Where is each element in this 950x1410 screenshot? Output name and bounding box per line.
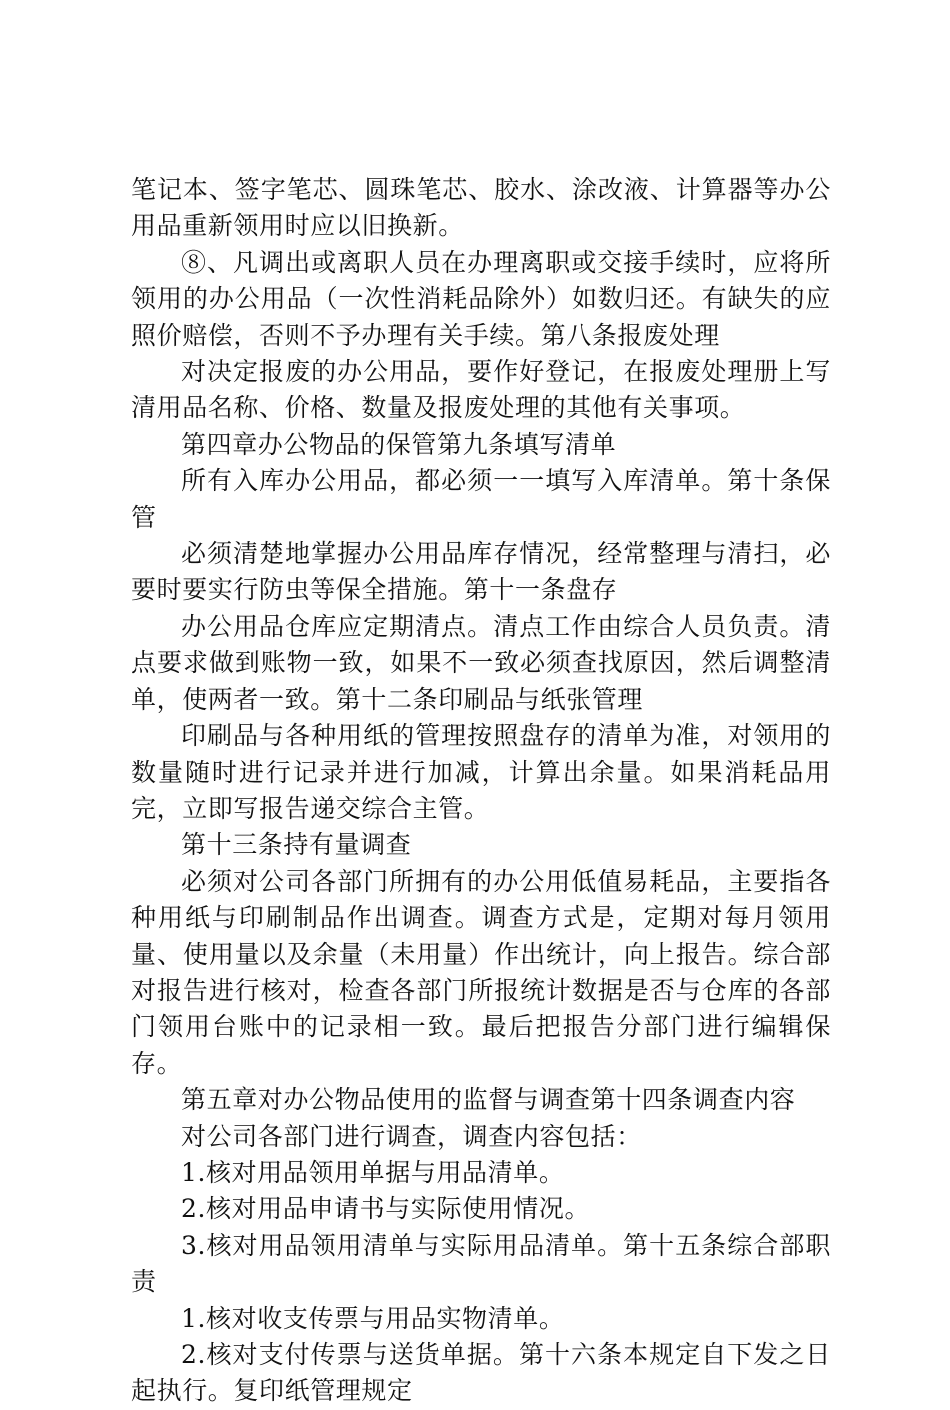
paragraph-1: 笔记本、签字笔芯、圆珠笔芯、胶水、涂改液、计算器等办公用品重新领用时应以旧换新。 <box>131 175 831 241</box>
paragraph-2: ⑧、凡调出或离职人员在办理离职或交接手续时，应将所领用的办公用品（一次性消耗品除外）如数归还。有缺失的应照价赔偿，否则不予办理有关手续。第八条报废处理 <box>131 247 831 350</box>
list-item-2: 2.核对用品申请书与实际使用情况。 <box>181 1194 591 1224</box>
article-13-heading: 第十三条持有量调查 <box>181 830 412 860</box>
paragraph-5: 所有入库办公用品，都必须一一填写入库清单。第十条保管 <box>131 466 831 532</box>
list-item-5: 2.核对支付传票与送货单据。第十六条本规定自下发之日起执行。复印纸管理规定 <box>131 1340 831 1406</box>
list-item-1: 1.核对用品领用单据与用品清单。 <box>181 1157 565 1187</box>
paragraph-12: 对公司各部门进行调查，调查内容包括： <box>181 1121 642 1151</box>
paragraph-10: 必须对公司各部门所拥有的办公用低值易耗品，主要指各种用纸与印刷制品作出调查。调查方式是，定期对每月领用量、使用量以及余量（未用量）作出统计，向上报告。综合部对报告进行核对，检查各部门所报统计数据是否与仓库的各部门领用台账中的记录相一致。最后把报告分部门进行编辑保存。 <box>131 866 831 1078</box>
chapter-4-heading: 第四章办公物品的保管第九条填写清单 <box>181 429 617 459</box>
paragraph-7: 办公用品仓库应定期清点。清点工作由综合人员负责。清点要求做到账物一致，如果不一致必须查找原因，然后调整清单，使两者一致。第十二条印刷品与纸张管理 <box>131 611 831 714</box>
document-body <box>131 172 831 1410</box>
list-item-4: 1.核对收支传票与用品实物清单。 <box>181 1303 565 1333</box>
paragraph-3: 对决定报废的办公用品，要作好登记，在报废处理册上写清用品名称、价格、数量及报废处理的其他有关事项。 <box>131 357 831 423</box>
paragraph-8: 印刷品与各种用纸的管理按照盘存的清单为准，对领用的数量随时进行记录并进行加减，计算出余量。如果消耗品用完，立即写报告递交综合主管。 <box>131 721 831 823</box>
chapter-5-heading: 第五章对办公物品使用的监督与调查第十四条调查内容 <box>181 1085 796 1115</box>
paragraph-6: 必须清楚地掌握办公用品库存情况，经常整理与清扫，必要时要实行防虫等保全措施。第十一条盘存 <box>131 539 831 605</box>
list-item-3: 3.核对用品领用清单与实际用品清单。第十五条综合部职责 <box>131 1230 831 1297</box>
